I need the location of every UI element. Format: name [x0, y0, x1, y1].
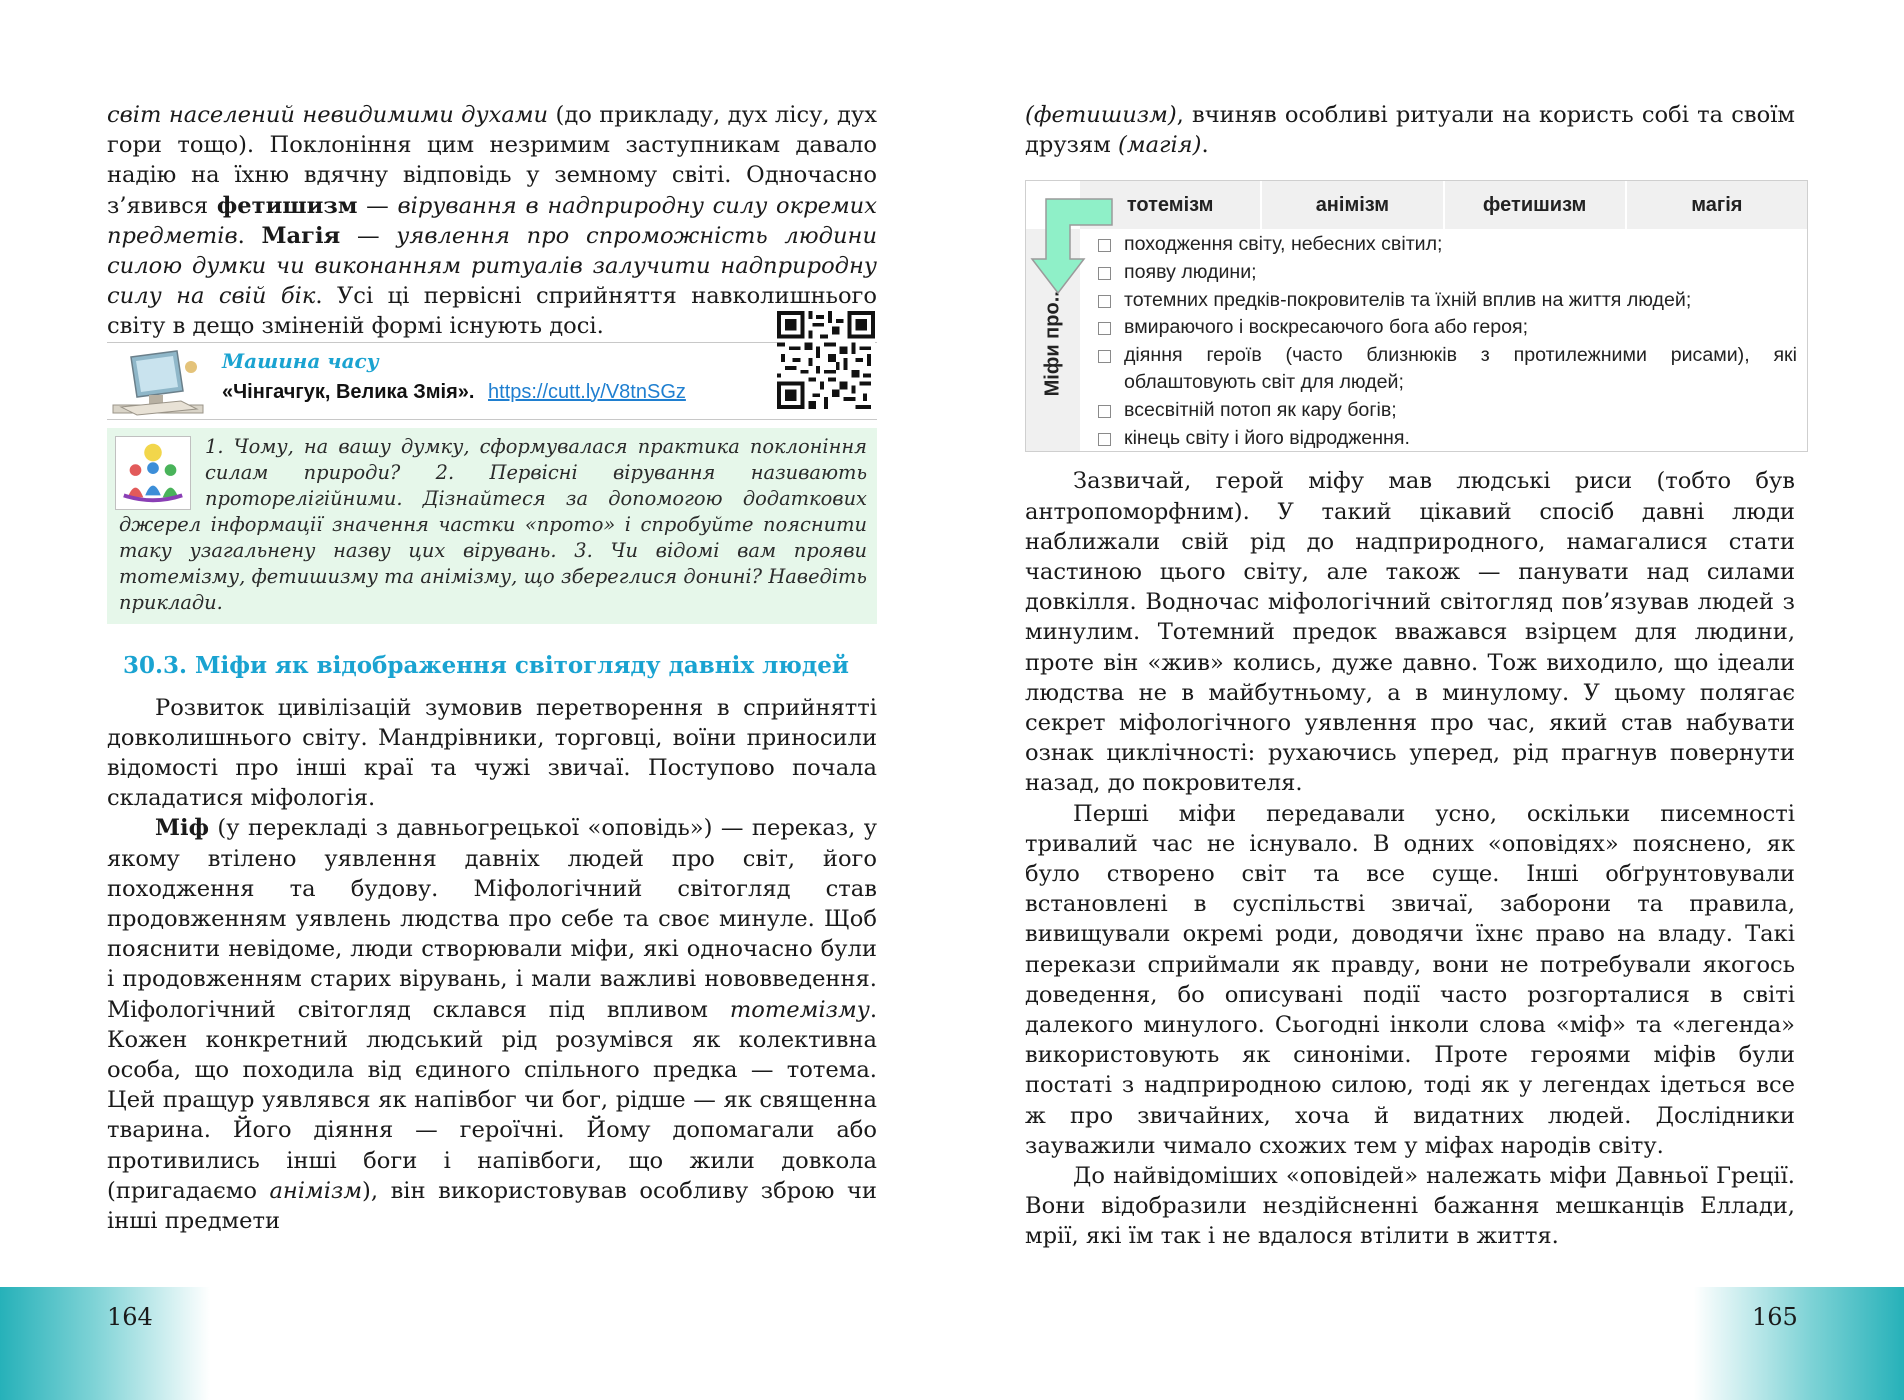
- list-item: всесвітній потоп як кару богів;: [1098, 397, 1797, 425]
- qr-code-icon[interactable]: [777, 311, 875, 409]
- right-paragraph-1: Зазвичай, герой міфу мав людські риси (тобто був антропоморфним). У такий цікавий спосіб давні люди наближали свій рід до надприродного, намагалися стати частиною цього світу, але також — панувати над силами довкілля. Водночас міфологічний світогляд пов’язував людей з минулим. Тотемний предок вважався взірцем для людини, проте він «жив» колись, дуже давно. Тож виходило, що ідеали людства не в майбутньому, а в минулому. У цьому полягає секрет міфологічного уявлення про час, який став набувати ознак циклічності: рухаючись уперед, рід прагнув повернути назад, до покровителя.: [1025, 468, 1795, 797]
- left-intro-paragraph: світ населений невидимими духами (до прикладу, дух лісу, дух гори тощо). Поклоніння цим незримим заступникам давало надію на їхню вдячну відповідь у земному світі. Одночасно з’явився фетишизм — вірування в надприродну силу окремих предметів. Магія — уявлення про спроможність людини силою думки чи виконанням ритуалів залучити надприродну силу на свій бік. Усі ці первісні сприйняття навколишнього світу в дещо зміненій формі існують досі.: [107, 102, 877, 340]
- table-side-label: Міфи про...: [1041, 286, 1064, 397]
- right-page: [1025, 100, 1795, 1252]
- list-item: тотемних предків-покровителів та їхній вплив на життя людей;: [1098, 287, 1797, 315]
- time-machine-box: [107, 342, 877, 420]
- left-page: [107, 100, 877, 1236]
- list-item: появу людини;: [1098, 259, 1797, 287]
- right-footer-bar: [1694, 1287, 1904, 1400]
- right-paragraph-2: Перші міфи передавали усно, оскільки писемності тривалий час не існувало. В одних «оповідях» пояснено, як було створено світ та все суще. Інші обґрунтовували встановлені в суспільстві звичаї, заборони та правила, вивищували окремі роди, доводячи їхнє право на владу. Такі перекази сприймали як правду, вони не потребували якогось доведення, бо описувані події часто розгорталися в світі далекого минулого. Сьогодні інколи слова «міф» та «легенда» використовують як синоніми. Проте героями міфів були постаті з надприродною силою, тоді як у легендах ідеться все ж про звичайних, хоча й видатних людей. Дослідники зауважили чимало схожих тем у міфах народів світу.: [1025, 800, 1795, 1159]
- questions-box: [107, 428, 877, 624]
- list-item: вмираючого і воскресаючого бога або героя;: [1098, 314, 1797, 342]
- time-machine-link[interactable]: https://cutt.ly/V8tnSGz: [488, 380, 686, 403]
- table-header-fetishism: фетишизм: [1445, 181, 1627, 229]
- section-title: 30.3. Міфи як відображення світогляду давніх людей: [123, 651, 849, 679]
- list-item: кінець світу і його відродження.: [1098, 425, 1797, 453]
- myths-list: [1098, 231, 1797, 452]
- time-machine-line: [222, 381, 686, 404]
- table-header-magic: магія: [1691, 193, 1743, 216]
- left-footer-bar: [0, 1287, 210, 1400]
- time-machine-title: Машина часу: [222, 348, 379, 373]
- right-paragraph-3: До найвідоміших «оповідей» належать міфи Давньої Греції. Вони відобразили нездійсненні бажання мешканців Еллади, мрії, які їм так і не вдалося втілити в життя.: [1025, 1163, 1795, 1250]
- page-number-left: 164: [107, 1303, 153, 1331]
- right-intro-paragraph: (фетишизм), вчиняв особливі ритуали на користь собі та своїм друзям (магія).: [1025, 102, 1795, 159]
- left-paragraph-1: Розвиток цивілізацій зумовив перетворення в сприйнятті довколишнього світу. Мандрівники, торговці, воїни приносили відомості про інші краї та чужі звичаї. Поступово почала складатися міфологія.: [107, 694, 877, 812]
- list-item: діяння героїв (часто близнюків з протилежними рисами), які облаштовують світ для людей;: [1098, 342, 1797, 397]
- table-header-totemism: тотемізм: [1080, 181, 1262, 229]
- table-header-row: [1080, 181, 1807, 229]
- myths-table: [1025, 180, 1808, 452]
- table-header-animism: анімізм: [1262, 181, 1444, 229]
- left-paragraph-2: Міф (у перекладі з давньогрецької «оповідь») — переказ, у якому втілено уявлення давніх людей про світ, його походження та будову. Міфологічний світогляд став продовженням уявлень людства про себе та своє минуле. Щоб пояснити невідоме, люди створювали міфи, які одночасно були і продовженням старих вірувань, і мали важливі нововведення. Міфологічний світогляд склався під впливом тотемізму. Кожен конкретний людський рід розумівся як колективна особа, що походила від єдиного спільного предка — тотема. Цей пращур уявлявся як напівбог чи бог, рідше — як священна тварина. Його діяння — героїчні. Йому допомагали або противились інші боги і напівбоги, що жили довкола (пригадаємо анімізм), він використовував особливу зброю чи інші предмети: [107, 815, 877, 1235]
- questions-text: 1. Чому, на вашу думку, сформувалася практика поклоніння силам природи? 2. Первісні вірування називають проторелігійними. Дізнайтеся за допомогою додаткових джерел інформації значення частки «прото» і спробуйте пояснити таку узагальнену назву цих вірувань. 3. Чи відомі вам прояви тотемізму, фетишизму та анімізму, що збереглися донині? Наведіть приклади.: [119, 434, 867, 614]
- list-item: походження світу, небесних світил;: [1098, 231, 1797, 259]
- time-machine-text: «Чінгачгук, Велика Змія».: [222, 380, 475, 403]
- page-number-right: 165: [1752, 1303, 1798, 1331]
- discussion-people-icon: [115, 436, 191, 510]
- computer-illustration-icon: [111, 347, 207, 417]
